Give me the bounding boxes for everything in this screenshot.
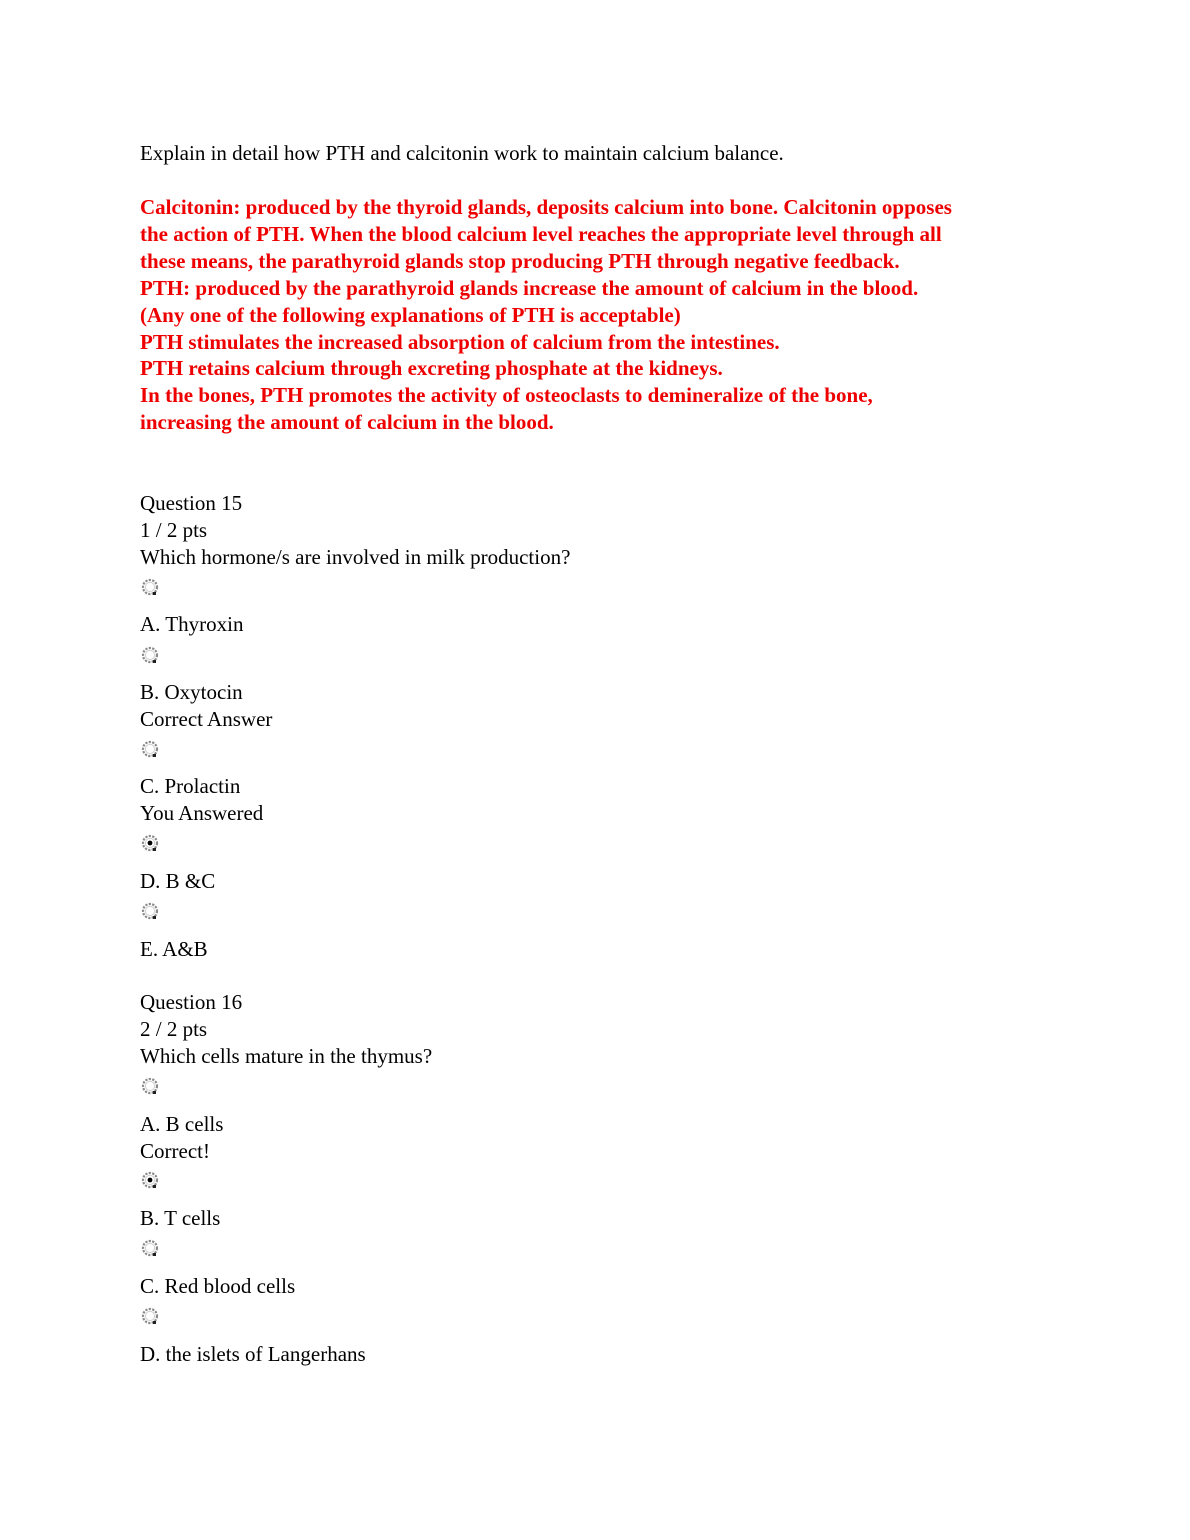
- radio-icon[interactable]: [141, 1171, 159, 1189]
- answer-line: PTH retains calcium through excreting phosphate at the kidneys.: [140, 356, 723, 380]
- question-15-points: 1 / 2 pts: [140, 518, 208, 542]
- question-16-title: Question 16: [140, 990, 243, 1014]
- q15-option-b: B. Oxytocin: [140, 680, 243, 704]
- radio-icon[interactable]: [141, 1307, 159, 1325]
- q16-option-c: C. Red blood cells: [140, 1274, 296, 1298]
- radio-icon[interactable]: [141, 1239, 159, 1257]
- q16-option-a: A. B cells: [140, 1112, 224, 1136]
- correct-label: Correct!: [140, 1139, 210, 1163]
- answer-line: the action of PTH. When the blood calcium level reaches the appropriate level through all: [140, 222, 942, 246]
- question-16-points: 2 / 2 pts: [140, 1017, 208, 1041]
- q15-option-a: A. Thyroxin: [140, 612, 244, 636]
- answer-line: PTH: produced by the parathyroid glands increase the amount of calcium in the blood.: [140, 276, 919, 300]
- answer-line: (Any one of the following explanations of PTH is acceptable): [140, 303, 681, 327]
- q15-option-d: D. B &C: [140, 869, 216, 893]
- radio-icon[interactable]: [141, 902, 159, 920]
- question-15-text: Which hormone/s are involved in milk production?: [140, 545, 571, 569]
- answer-line: PTH stimulates the increased absorption of calcium from the intestines.: [140, 330, 780, 354]
- correct-answer-label: Correct Answer: [140, 707, 273, 731]
- q16-option-b: B. T cells: [140, 1206, 221, 1230]
- radio-icon[interactable]: [141, 1077, 159, 1095]
- q15-option-e: E. A&B: [140, 937, 208, 961]
- q16-option-d: D. the islets of Langerhans: [140, 1342, 366, 1366]
- radio-icon[interactable]: [141, 740, 159, 758]
- answer-line: In the bones, PTH promotes the activity of osteoclasts to demineralize of the bone,: [140, 383, 873, 407]
- answer-line: Calcitonin: produced by the thyroid glands, deposits calcium into bone. Calcitonin opposes: [140, 195, 952, 219]
- question-15-title: Question 15: [140, 491, 243, 515]
- question-16-text: Which cells mature in the thymus?: [140, 1044, 433, 1068]
- essay-prompt: Explain in detail how PTH and calcitonin work to maintain calcium balance.: [140, 141, 784, 165]
- answer-line: these means, the parathyroid glands stop producing PTH through negative feedback.: [140, 249, 900, 273]
- you-answered-label: You Answered: [140, 801, 264, 825]
- radio-icon[interactable]: [141, 646, 159, 664]
- radio-icon[interactable]: [141, 834, 159, 852]
- radio-icon[interactable]: [141, 578, 159, 596]
- answer-line: increasing the amount of calcium in the blood.: [140, 410, 554, 434]
- q15-option-c: C. Prolactin: [140, 774, 241, 798]
